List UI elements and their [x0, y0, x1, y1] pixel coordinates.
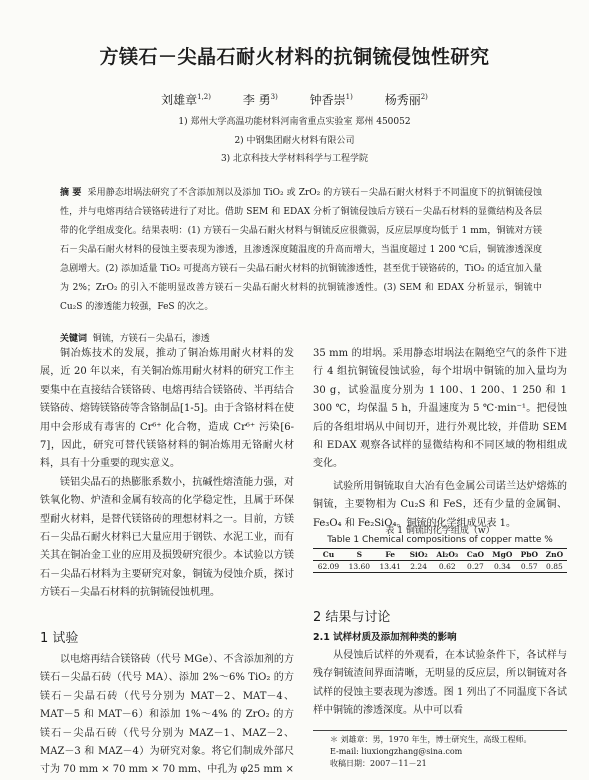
table-cell: 62.09: [317, 562, 340, 571]
table-caption-en: Table 1 Chemical compositions of copper matte %: [327, 535, 553, 545]
composition-table: [313, 548, 567, 573]
footnote-line: E-mail: liuxiongzhang@sina.com: [330, 747, 463, 756]
affiliation: 1) 郑州大学高温功能材料河南省重点实验室 郑州 450052: [178, 117, 411, 127]
table-header: Fe: [385, 550, 396, 559]
table-cell: 0.34: [493, 562, 511, 571]
table-cell: 0.27: [467, 562, 484, 571]
keywords-label: 关键词: [60, 334, 88, 344]
table-header: Al₂O₃: [436, 550, 459, 559]
table-cell: 0.85: [546, 562, 563, 571]
experiment-text: [40, 651, 294, 780]
table-header: ZnO: [545, 550, 564, 559]
section-heading: 1 试验: [40, 631, 79, 646]
paragraph: 从侵蚀后试样的外观看，在本试验条件下，各试样与残存铜锍渣间界面清晰，无明显的反应层，所以铜锍对各试样的侵蚀主要表现为渗透。图 1 列出了不同温度下各试样中铜锍的渗透深度。从中可以看: [313, 650, 567, 717]
section-heading: 2 结果与讨论: [313, 610, 391, 625]
table-header: Cu: [322, 550, 335, 559]
affiliation: 2) 中钢集团耐火材料有限公司: [234, 136, 355, 146]
table-cell: 0.57: [520, 562, 538, 571]
table-caption: 表 1 铜锍的化学组成（w）: [385, 526, 495, 536]
footnote-line: 收稿日期：2007－11－21: [330, 759, 427, 768]
abstract-text: 采用静态坩埚法研究了不含添加剂以及添加 TiO₂ 或 ZrO₂ 的方镁石－尖晶石耐火材料于不同温度下的抗铜锍侵蚀性，并与电熔再结合镁铬砖进行了对比。借助 SEM 和 EDAX 分析了铜锍侵蚀后方镁石－尖晶石材料的显微结构及各层带的化学组成变化。结果表明：(1) 方镁石－尖晶石耐火材料与铜锍反应很微弱，反应层厚度均低于 1 mm，铜锍对方镁石－尖晶石耐火材料的侵蚀主要表现为渗透，且渗透深度随温度的升高而增大，当温度超过 1 200 ℃后，铜锍渗透深度急剧增大。(2) 添加适量 TiO₂ 可提高方镁石－尖晶石耐火材料的抗铜锍渗透性，甚至优于镁铬砖的，TiO₂ 的适宜加入量为 2%；ZrO₂ 的引入不能明显改善方镁石－尖晶石耐火材料的抗铜锍渗透性。(3) SEM 和 EDAX 分析显示，铜锍中 Cu₂S 的渗透能力较强，FeS 的次之。: [60, 188, 542, 312]
paragraph: 以电熔再结合镁铬砖（代号 MGe）、不含添加剂的方镁石－尖晶石砖（代号 MA）、添加 2%～6% TiO₂ 的方镁石－尖晶石砖（代号分别为 MAT－2、MAT－4、MAT－5 和 MAT－6）和添加 1%～4% 的 ZrO₂ 的方镁石－尖晶石砖（代号分别为 MAZ－1、MAZ－2、MAZ－3 和 MAZ－4）为研究对象。将它们制成外部尺寸为 70 mm × 70 mm × 70 mm、中孔为 φ25 mm ×: [40, 654, 294, 776]
table-header: PbO: [520, 550, 538, 559]
abstract: [60, 184, 542, 317]
results-text: [313, 647, 567, 721]
table-header: MgO: [492, 550, 513, 559]
table-header: SiO₂: [409, 550, 428, 559]
footnote-divider: [313, 730, 567, 731]
footnote-line: ＊ 刘雄章：男，1970 年生，博士研究生，高级工程师。: [330, 735, 532, 744]
paragraph: 35 mm 的坩埚。采用静态坩埚法在隔绝空气的条件下进行 4 组抗铜锍侵蚀试验，每个坩埚中铜锍的加入量均为 30 g，试验温度分别为 1 100、1 200、1 250 和 1 300 ℃，均保温 5 h，升温速度为 5 ℃·min⁻¹。把侵蚀后的各组坩埚从中间切开，进行外观比较，并借助 SEM 和 EDAX 观察各试样的显微结构和不同区域的物相组成变化。: [313, 348, 567, 470]
keywords: [60, 331, 542, 344]
paragraph: 镁铝尖晶石的热膨胀系数小，抗碱性熔渣能力强，对铁氧化物、炉渣和金属有较高的化学稳定性，且属于环保型耐火材料，是替代镁铬砖的理想材料之一。目前，方镁石－尖晶石耐火材料已大量应用于钢铁、水泥工业，而有关其在铜冶金工业的应用及损毁研究很少。本试验以方镁石－尖晶石材料为主要研究对象，铜锍为侵蚀介质，探讨方镁石－尖晶石材料的抗铜锍侵蚀机理。: [40, 476, 294, 599]
author: 刘雄章$^{1,2)}$: [161, 93, 211, 107]
table-row: [313, 561, 567, 573]
table-cell: 0.62: [438, 562, 456, 571]
author-list: [0, 91, 589, 108]
paragraph: 铜冶炼技术的发展，推动了铜冶炼用耐火材料的发展，近 20 年以来，有关铜冶炼用耐火材料的研究工作主要集中在直接结合镁铬砖、电熔再结合镁铬砖、半再结合镁铬砖、熔铸镁铬砖等含铬制品[1-5]。由于含铬材料在使用中会形成有毒害的 Cr⁶⁺ 化合物，造成 Cr⁶⁺ 污染[6-7]，因此，研究可替代镁铬材料的铜冶炼用无铬耐火材料，具有十分重要的现实意义。: [40, 348, 294, 470]
paper-title: 方镁石－尖晶石耐火材料的抗铜锍侵蚀性研究: [99, 46, 490, 68]
table-header: S: [356, 550, 363, 559]
footnote: [330, 734, 531, 770]
table-header-row: [313, 549, 567, 561]
keywords-text: 铜锍，方镁石－尖晶石，渗透: [92, 334, 210, 344]
author: 李 勇$^{3)}$: [242, 93, 278, 107]
intro-text: [40, 345, 294, 603]
author: 钟香崇$^{1)}$: [309, 93, 353, 107]
table-cell: 13.60: [348, 562, 371, 571]
experiment-text-continued: [313, 345, 567, 474]
author: 杨秀丽$^{2)}$: [384, 93, 428, 107]
paragraph: 试验所用铜锍取自大冶有色金属公司诺兰达炉熔炼的铜锍，主要物相为 Cu₂S 和 FeS，还有少量的金属铜、Fe₃O₄ 和 Fe₂SiO₄。铜锍的化学组成见表 1。: [313, 481, 567, 529]
table-header: CaO: [466, 550, 485, 559]
table-cell: 13.41: [379, 562, 401, 571]
abstract-label: 摘 要: [60, 188, 82, 198]
table-cell: 2.24: [410, 562, 427, 571]
subsection-heading: 2.1 试样材质及添加剂种类的影响: [313, 632, 457, 643]
affiliation: 3) 北京科技大学材料科学与工程学院: [220, 154, 369, 164]
